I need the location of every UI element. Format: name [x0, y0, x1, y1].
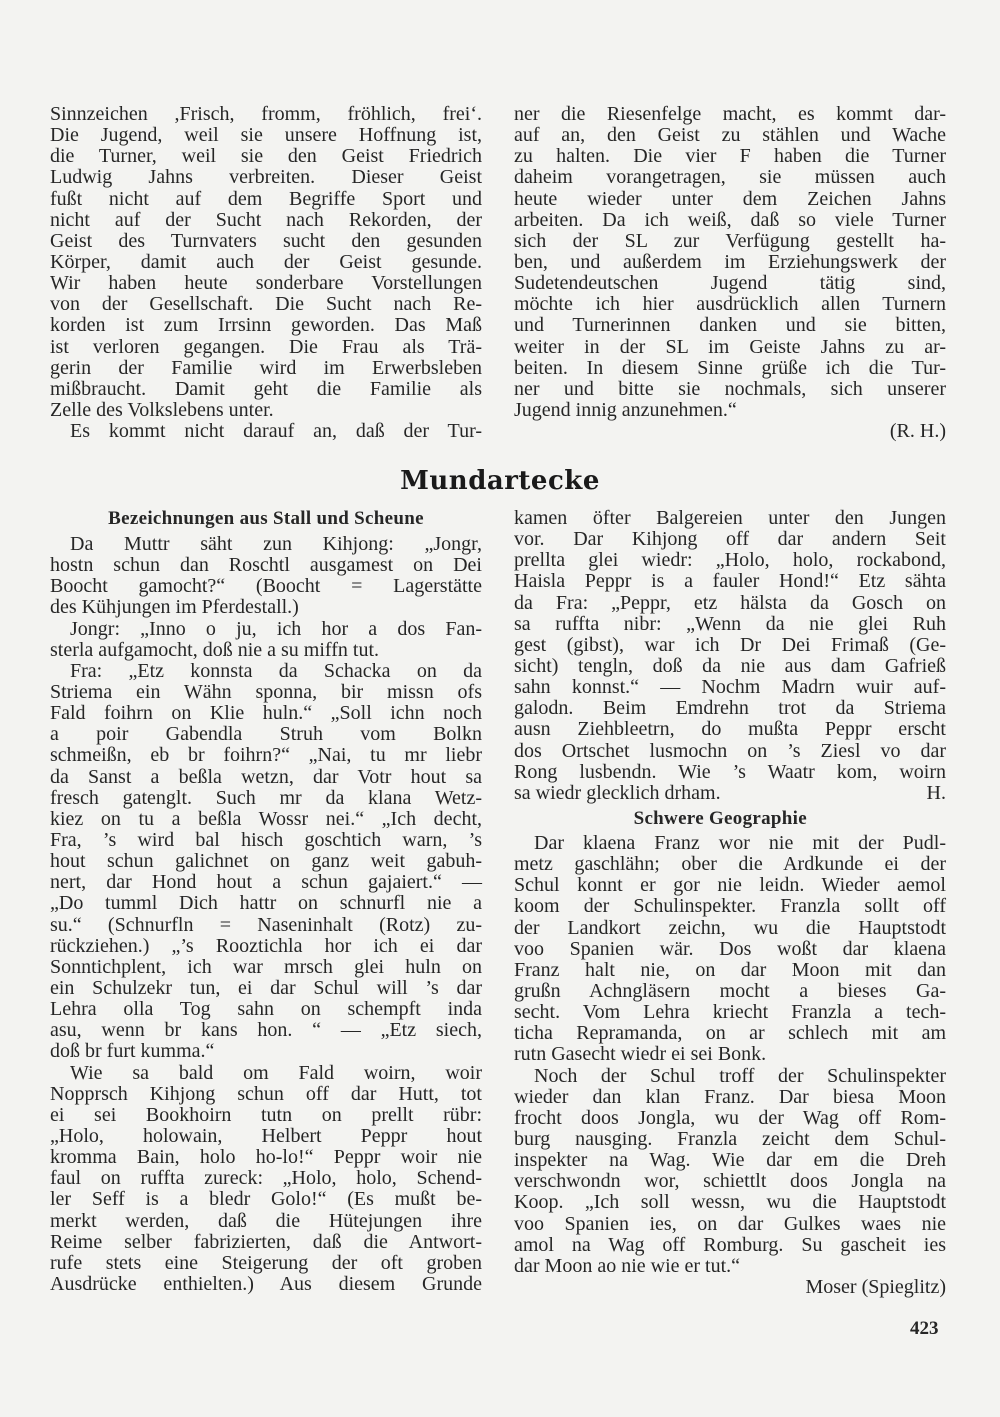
- line-text: Wie sa bald om Fald woirn, woir: [70, 1061, 482, 1084]
- line-text: des Kühjungen im Pferdestall.): [50, 596, 299, 619]
- text-line: [514, 741, 946, 762]
- text-line: [50, 1211, 482, 1232]
- line-text: Sonntichplent, ich war mrsch glei huln on: [50, 955, 482, 978]
- text-line: [514, 252, 946, 273]
- line-text: schmeißn, eb br foihrn?“ „Nai, tu mr liebr: [50, 744, 482, 767]
- text-line: [514, 762, 946, 783]
- text-line: [514, 783, 946, 804]
- line-text: dos Ortschet lusmochn on ’s Ziesl vo dar: [514, 739, 946, 762]
- line-text: fußt nicht auf dem Begriffe Sport und: [50, 187, 482, 210]
- text-line: [50, 1232, 482, 1253]
- text-line: [50, 421, 482, 442]
- text-line: [50, 273, 482, 294]
- text-line: [50, 104, 482, 125]
- line-text: asu, wenn br kans hon. “ — „Etz siech,: [50, 1019, 482, 1042]
- text-line: [50, 167, 482, 188]
- text-line: [514, 635, 946, 656]
- line-text: möchte ich hier ausdrücklich allen Turnern: [514, 293, 946, 316]
- line-text: hout schun galichnet on ganz weit gabuh-: [50, 850, 482, 873]
- text-line: [50, 576, 482, 597]
- line-text: beiten. In diesem Sinne grüße ich die Tur-: [514, 356, 946, 379]
- text-line: [514, 1150, 946, 1171]
- signature-moser: Moser (Spieglitz): [805, 1275, 946, 1298]
- text-line: [50, 125, 482, 146]
- text-line: [50, 1147, 482, 1168]
- line-text: sa ruffta nibr: „Wenn da nie glei Ruh: [514, 612, 946, 635]
- text-line: [514, 593, 946, 614]
- line-text: frocht doos Jongla, wu der Wag off Rom-: [514, 1106, 946, 1129]
- line-text: ausn Ziehbleetrn, do mußta Peppr erscht: [514, 718, 946, 741]
- line-text: ner die Riesenfelge macht, es kommt dar-: [514, 103, 946, 125]
- line-text: Schul konnt er gor nie leidn. Wieder aemol: [514, 874, 946, 897]
- text-line: [50, 534, 482, 555]
- text-line: [514, 896, 946, 917]
- line-text: Es kommt nicht darauf an, daß der Tur-: [70, 420, 482, 443]
- line-text: Reime selber fabrizierten, daß die Antwort-: [50, 1230, 482, 1253]
- line-text: auf an, den Geist zu stählen und Wache: [514, 124, 946, 147]
- text-line: [514, 1192, 946, 1213]
- line-text: Ausdrücke enthielten.) Aus diesem Grunde: [50, 1272, 482, 1295]
- text-line: [50, 915, 482, 936]
- text-line: [50, 400, 482, 421]
- line-text: die Turner, weil sie den Geist Friedrich: [50, 145, 482, 168]
- text-line: [50, 830, 482, 851]
- line-text: Boocht gamocht?“ (Boocht = Lagerstätte: [50, 575, 482, 598]
- top-right-column: [514, 104, 946, 442]
- text-line: [514, 1214, 946, 1235]
- text-line: [50, 555, 482, 576]
- text-line: [50, 788, 482, 809]
- line-text: ist verloren gegangen. Die Frau als Trä-: [50, 335, 482, 358]
- line-text: weiter in der SL im Geiste Jahns zu ar-: [514, 335, 946, 358]
- line-text: a poir Gabendla Struh vom Bolkn: [50, 723, 482, 746]
- text-line: [514, 231, 946, 252]
- signature-rh: (R. H.): [889, 420, 946, 443]
- text-line: [50, 358, 482, 379]
- line-text: Dar klaena Franz wor nie mit der Pudl-: [534, 831, 946, 854]
- text-line: [514, 189, 946, 210]
- line-text: Lehra olla Tog sahn on schempft inda: [50, 998, 482, 1021]
- line-text: Wir haben heute sonderbare Vorstellungen: [50, 272, 482, 295]
- text-line: [514, 960, 946, 981]
- text-line: [514, 614, 946, 635]
- bottom-right-column: [514, 508, 946, 1298]
- bottom-left-column: [50, 504, 482, 1295]
- text-line: [514, 1108, 946, 1129]
- line-text: ner und bitte sie nochmals, sich unserer: [514, 377, 946, 400]
- signature-h: H.: [926, 781, 946, 804]
- text-line: [50, 957, 482, 978]
- text-line: [50, 640, 482, 661]
- line-text: sicht) tengln, doß da nie aus dam Gafrieß: [514, 654, 946, 677]
- text-line: [514, 981, 946, 1002]
- text-line: [50, 1253, 482, 1274]
- text-line: [50, 872, 482, 893]
- article-heading-stall: Bezeichnungen aus Stall und Scheune: [108, 508, 424, 529]
- text-line: [514, 529, 946, 550]
- line-text: secht. Vom Lehra kriecht Franzla a tech-: [514, 1001, 946, 1024]
- text-line: [50, 597, 482, 618]
- line-text: Zelle des Volkslebens unter.: [50, 398, 274, 421]
- line-text: heute wieder unter dem Zeichen Jahns: [514, 187, 946, 210]
- line-text: „Do tumml Dich hattr on schnurfl nie a: [50, 892, 482, 915]
- text-line: [514, 875, 946, 896]
- line-text: Da Muttr säht zun Kihjong: „Jongr,: [70, 533, 482, 555]
- line-text: kiez on tu a beßla Wossr nei.“ „Ich decht,: [50, 807, 482, 830]
- text-line: [514, 125, 946, 146]
- line-text: Rong lusbendn. Wie ’s Waatr kom, woirn: [514, 760, 946, 783]
- section-title: Mundartecke: [400, 466, 600, 496]
- line-text: Nopprsch Kihjong schun off dar Hutt, tot: [50, 1082, 482, 1105]
- text-line: [50, 146, 482, 167]
- text-line: [514, 104, 946, 125]
- line-text: korden ist zum Irrsinn geworden. Das Maß: [50, 314, 482, 337]
- line-text: arbeiten. Da ich weiß, daß so viele Turner: [514, 208, 946, 231]
- text-line: [514, 379, 946, 400]
- line-text: metz gaschlähn; ober die Ardkunde ei der: [514, 853, 946, 876]
- text-line: [514, 273, 946, 294]
- line-text: ei sei Bookhoirn tutn on prellt rübr:: [50, 1103, 482, 1126]
- text-line: [514, 571, 946, 592]
- article-heading-geographie: Schwere Geographie: [633, 807, 807, 829]
- text-line: [50, 315, 482, 336]
- line-text: Fald foihrn on Klie huln.“ „Soll ichn noch: [50, 702, 482, 725]
- line-text: daheim vorangetragen, sie müssen auch: [514, 166, 946, 189]
- text-line: [50, 1126, 482, 1147]
- text-line: [514, 1129, 946, 1150]
- line-text: doß br furt kumma.“: [50, 1040, 215, 1063]
- line-text: Koop. „Ich soll wessn, wu die Hauptstodt: [514, 1191, 946, 1214]
- text-line: [50, 999, 482, 1020]
- text-line: [514, 656, 946, 677]
- text-line: [50, 745, 482, 766]
- line-text: Haisla Peppr is a fauler Hond!“ Etz sähta: [514, 570, 946, 593]
- line-text: voo Spanien wär. Dos woßt dar klaena: [514, 937, 946, 960]
- line-text: fresch gatenglt. Such mr da klana Wetz-: [50, 786, 482, 809]
- line-text: sahn konnst.“ — Nochm Madrn wuir auf-: [514, 676, 946, 699]
- text-line: [50, 936, 482, 957]
- text-line: [50, 379, 482, 400]
- text-line: [514, 1023, 946, 1044]
- text-line: [50, 294, 482, 315]
- line-text: nert, dar Hond hout a schun gajaiert.“ —: [50, 871, 482, 894]
- line-text: rufe stets eine Steigerung der oft groben: [50, 1251, 482, 1274]
- text-line: [50, 1189, 482, 1210]
- line-text: Sudetendeutschen Jugend tätig sind,: [514, 272, 946, 295]
- text-line: [514, 698, 946, 719]
- line-text: sich der SL zur Verfügung gestellt ha-: [514, 229, 946, 252]
- text-line: [50, 851, 482, 872]
- line-text: voo Spanien ies, on dar Gulkes waes nie: [514, 1212, 946, 1235]
- text-line: [50, 1084, 482, 1105]
- text-line: [514, 167, 946, 188]
- line-text: Fra, ’s wird bal hisch goschtich warn, ’s: [50, 828, 482, 851]
- text-line: [514, 719, 946, 740]
- line-text: Fra: „Etz konnsta da Schacka on da: [70, 659, 482, 682]
- text-line: [50, 682, 482, 703]
- text-line: [514, 1256, 946, 1277]
- text-line: [50, 661, 482, 682]
- text-line: [50, 1041, 482, 1062]
- text-line: [50, 210, 482, 231]
- text-line: [514, 677, 946, 698]
- line-text: Franz halt nie, on dar Moon mit dan: [514, 958, 946, 981]
- line-text: inspekter na Wag. Wie dar em die Dreh: [514, 1149, 946, 1172]
- line-text: sterla aufgamocht, doß nie a su miffn tut.: [50, 638, 379, 661]
- text-line: [50, 231, 482, 252]
- line-text: kamen öfter Balgereien unter den Jungen: [514, 507, 946, 529]
- text-line: [514, 294, 946, 315]
- line-text: Noch der Schul troff der Schulinspekter: [534, 1064, 946, 1087]
- text-line: [50, 767, 482, 788]
- text-line: [514, 1044, 946, 1065]
- line-text: mißbraucht. Damit geht die Familie als: [50, 377, 482, 400]
- text-line: [514, 550, 946, 571]
- text-line: [514, 1066, 946, 1087]
- text-line: [514, 854, 946, 875]
- text-line: [50, 1168, 482, 1189]
- line-text: der Landkort zeichn, wu die Hauptstodt: [514, 916, 946, 939]
- text-line: [514, 400, 946, 421]
- line-text: und Turnerinnen danken und sie bitten,: [514, 314, 946, 337]
- line-text: Jongr: „Inno o ju, ich hor a dos Fan-: [70, 617, 482, 640]
- text-line: [514, 939, 946, 960]
- text-line: [514, 337, 946, 358]
- line-text: sa wiedr glecklich drham.: [514, 781, 721, 804]
- text-line: [514, 1235, 946, 1256]
- text-line: [50, 724, 482, 745]
- line-text: dar Moon ao nie wie er tut.“: [514, 1254, 741, 1277]
- line-text: Ludwig Jahns verbreiten. Dieser Geist: [50, 166, 482, 189]
- top-left-column: [50, 104, 482, 442]
- line-text: Jugend innig anzunehmen.“: [514, 398, 737, 421]
- text-line: [50, 703, 482, 724]
- text-line: [50, 809, 482, 830]
- line-text: burg nausging. Franzla zeicht dem Schul-: [514, 1127, 946, 1150]
- line-text: prellta glei wiedr: „Holo, holo, rockabond,: [514, 549, 946, 572]
- line-text: merkt werden, daß die Hütejungen ihre: [50, 1209, 482, 1232]
- line-text: verschwondn wor, schiettlt doos Jongla na: [514, 1170, 946, 1193]
- line-text: „Holo, holowain, Helbert Peppr hout: [50, 1124, 482, 1147]
- line-text: Striema ein Wähn sponna, bir missn ofs: [50, 680, 482, 703]
- line-text: ler Seff is a bledr Golo!“ (Es mußt be-: [50, 1188, 482, 1211]
- line-text: amol na Wag off Romburg. Su gascheit ies: [514, 1233, 946, 1256]
- line-text: wieder dan klan Franz. Dar biesa Moon: [514, 1085, 946, 1108]
- text-line: [514, 358, 946, 379]
- line-text: koom der Schulinspekter. Franzla sollt off: [514, 895, 946, 918]
- line-text: Die Jugend, weil sie unsere Hoffnung ist,: [50, 124, 482, 147]
- line-text: ein Schulzekr tun, ei dar Schul will ’s dar: [50, 976, 482, 999]
- line-text: galodn. Beim Emdrehn trot da Striema: [514, 697, 946, 720]
- text-line: [514, 508, 946, 529]
- text-line: [514, 146, 946, 167]
- text-line: [50, 337, 482, 358]
- text-line: [514, 1002, 946, 1023]
- line-text: Geist des Turnvaters sucht den gesunden: [50, 229, 482, 252]
- text-line: [514, 1087, 946, 1108]
- line-text: rückziehen.) „’s Rooztichla hor ich ei dar: [50, 934, 482, 957]
- line-text: grußn Achngläsern mocht a bieses Ga-: [514, 979, 946, 1002]
- line-text: ticha Repramanda, on ar schlech mit am: [514, 1022, 946, 1045]
- line-text: gest (gibst), war ich Dr Dei Frimaß (Ge-: [514, 633, 946, 656]
- line-text: Sinnzeichen ,Frisch, fromm, fröhlich, frei‘.: [50, 103, 482, 125]
- line-text: da Sanst a beßla wetzn, dar Votr hout sa: [50, 765, 482, 788]
- line-text: Körper, damit auch der Geist gesunde.: [50, 250, 482, 273]
- text-line: [514, 315, 946, 336]
- text-line: [50, 252, 482, 273]
- text-line: [514, 210, 946, 231]
- text-line: [50, 1274, 482, 1295]
- text-line: [514, 1171, 946, 1192]
- line-text: von der Gesellschaft. Die Sucht nach Re-: [50, 293, 482, 316]
- text-line: [50, 189, 482, 210]
- line-text: ben, und außerdem im Erziehungswerk der: [514, 250, 946, 273]
- page-number: 423: [910, 1318, 939, 1339]
- text-line: [50, 1063, 482, 1084]
- text-line: [50, 893, 482, 914]
- line-text: rutn Gasecht wiedr ei sei Bonk.: [514, 1043, 767, 1066]
- line-text: kromma Bain, holo ho-lo!“ Peppr woir nie: [50, 1146, 482, 1169]
- line-text: vor. Dar Kihjong off dar andern Seit: [514, 528, 946, 551]
- line-text: su.“ (Schnurfln = Naseninhalt (Rotz) zu-: [50, 913, 482, 936]
- text-line: [50, 1105, 482, 1126]
- line-text: zu halten. Die vier F haben die Turner: [514, 145, 946, 168]
- line-text: hostn schun dan Roschtl ausgamest on Dei: [50, 554, 482, 577]
- text-line: [50, 978, 482, 999]
- line-text: faul on ruffta zureck: „Holo, holo, Schend-: [50, 1167, 482, 1190]
- line-text: gerin der Familie wird im Erwerbsleben: [50, 356, 482, 379]
- text-line: [514, 918, 946, 939]
- text-line: [50, 619, 482, 640]
- text-line: [514, 833, 946, 854]
- text-line: [50, 1020, 482, 1041]
- line-text: nicht auf der Sucht nach Rekorden, der: [50, 208, 482, 231]
- line-text: da Fra: „Peppr, etz hälsta da Gosch on: [514, 591, 946, 614]
